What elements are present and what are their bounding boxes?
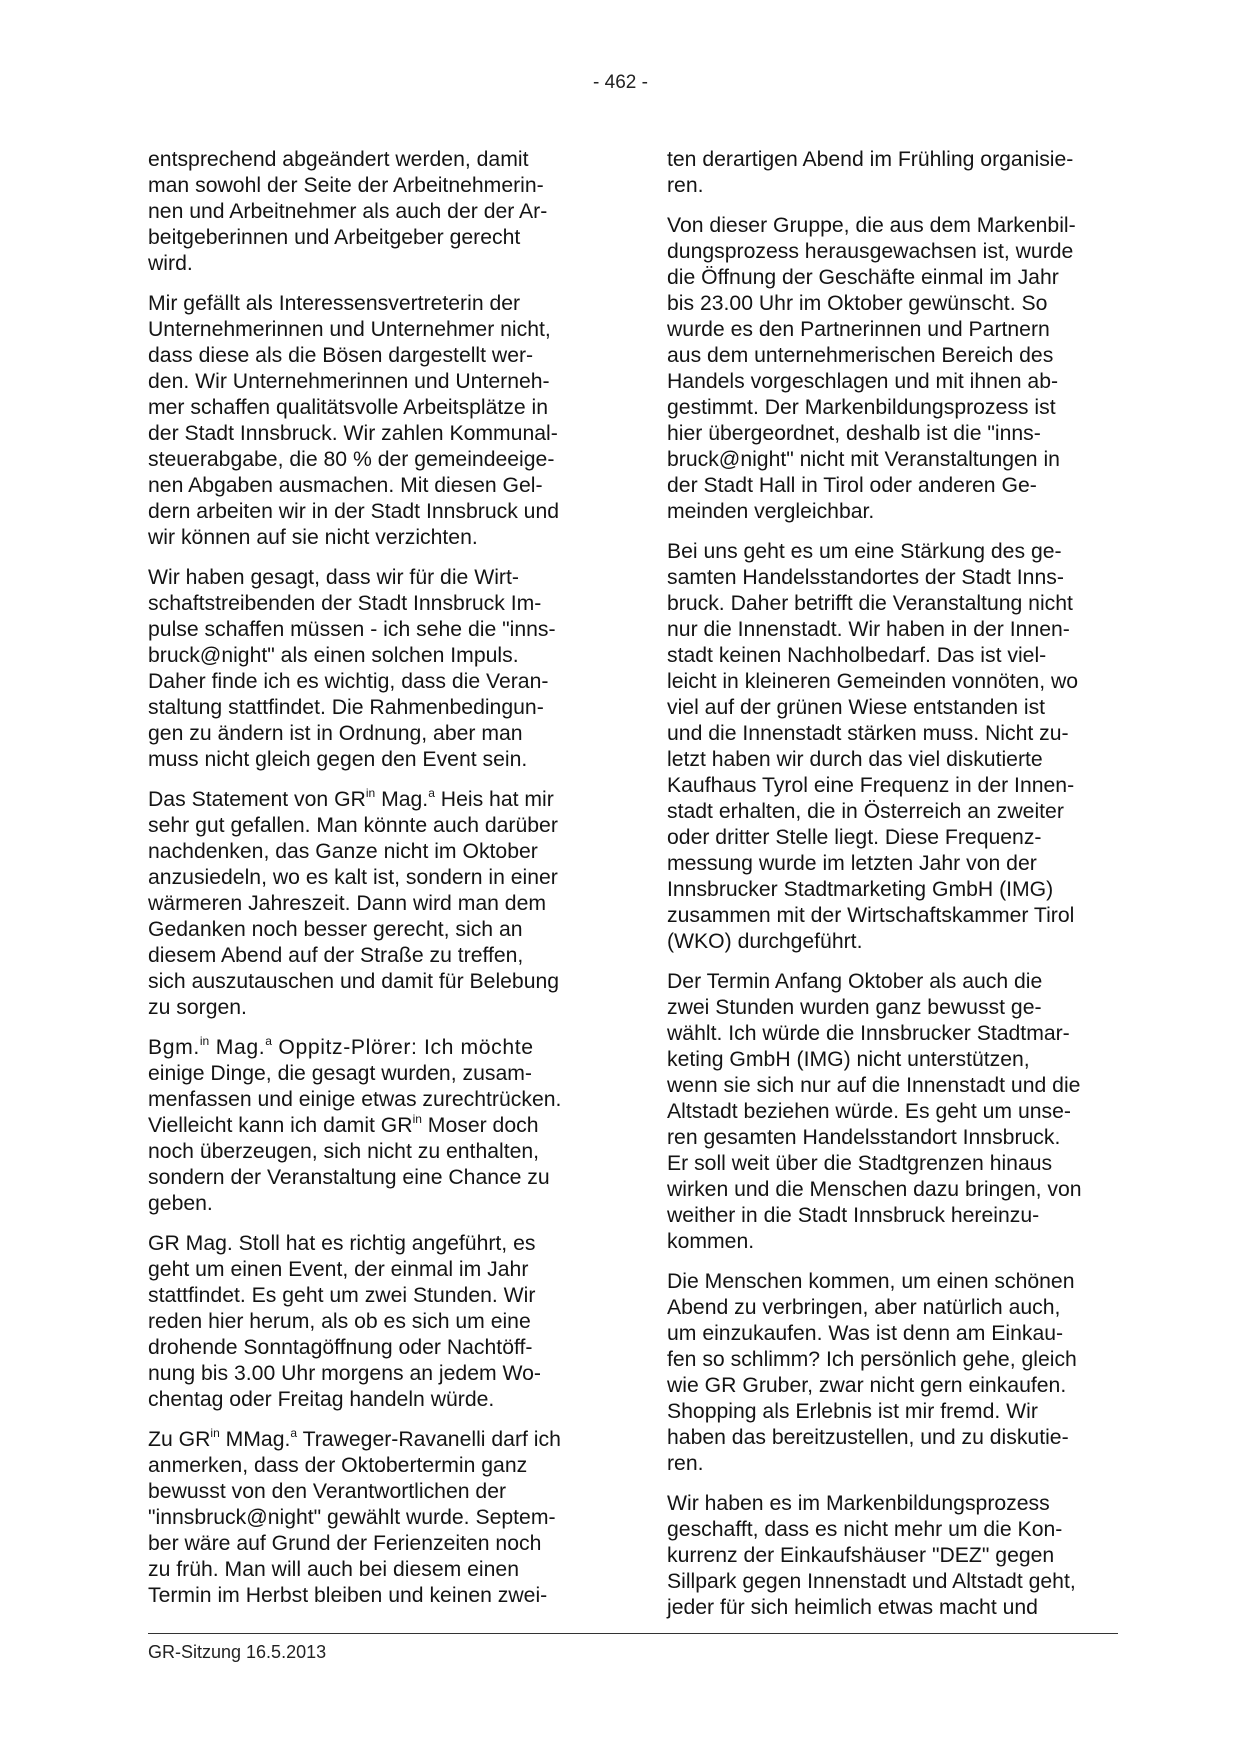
text-line: samten Handelsstandortes der Stadt Inns- [667,566,1064,589]
text-line: wirken und die Menschen dazu bringen, von [667,1178,1082,1201]
text-line: Altstadt beziehen würde. Es geht um unse- [667,1100,1071,1123]
text-line: Bei uns geht es um eine Stärkung des ge- [667,540,1062,563]
speaker-name: Bgm. [148,1036,200,1059]
text-line: Sillpark gegen Innenstadt und Altstadt geht, [667,1570,1076,1593]
text-line: weither in die Stadt Innsbruck hereinzu- [667,1204,1040,1227]
superscript: in [365,786,376,800]
text-line: staltung stattfindet. Die Rahmenbedingun- [148,696,544,719]
paragraph [667,147,1117,199]
text-line: zwei Stunden wurden ganz bewusst ge- [667,996,1042,1019]
text-line: anzusiedeln, wo es kalt ist, sondern in einer [148,866,558,889]
text-line: Shopping als Erlebnis ist mir fremd. Wir [667,1400,1038,1423]
text-line: chentag oder Freitag handeln würde. [148,1388,495,1411]
text-line: fen so schlimm? Ich persönlich gehe, gleich [667,1348,1077,1371]
text-line: zusammen mit der Wirtschaftskammer Tirol [667,904,1075,927]
text-line: reden hier herum, als ob es sich um eine [148,1310,531,1333]
text-line: stadt keinen Nachholbedarf. Das ist viel- [667,644,1047,667]
text-line: oder dritter Stelle liegt. Diese Frequenz- [667,826,1042,849]
text-line: "innsbruck@night" gewählt wurde. Septem- [148,1506,556,1529]
text-line: geht um einen Event, der einmal im Jahr [148,1258,529,1281]
text-line: nachdenken, das Ganze nicht im Oktober [148,840,538,863]
text-line: einige Dinge, die gesagt wurden, zusam- [148,1062,532,1085]
text-line [148,787,598,813]
text-line [148,1113,598,1139]
text-line: pulse schaffen müssen - ich sehe die "inns- [148,618,556,641]
text-line: menfassen und einige etwas zurechtrücken. [148,1088,562,1111]
text-line: dass diese als die Bösen dargestellt wer- [148,344,534,367]
text-line: Unternehmerinnen und Unternehmer nicht, [148,318,551,341]
text-line: um einzukaufen. Was ist denn am Einkau- [667,1322,1064,1345]
superscript: in [210,1426,220,1440]
text-run: Das Statement von GR [148,788,366,811]
text-line: bruck@night" nicht mit Veranstaltungen in [667,448,1060,471]
text-line: man sowohl der Seite der Arbeitnehmerin- [148,174,544,197]
speaker-name: Mag. [209,1036,266,1059]
text-line: Die Menschen kommen, um einen schönen [667,1270,1075,1293]
text-line: zu sorgen. [148,996,247,1019]
text-line: Handels vorgeschlagen und mit ihnen ab- [667,370,1059,393]
text-line: nung bis 3.00 Uhr morgens an jedem Wo- [148,1362,541,1385]
text-line: Gedanken noch besser gerecht, sich an [148,918,523,941]
text-line: und die Innenstadt stärken muss. Nicht zu- [667,722,1069,745]
text-line: wärmeren Jahreszeit. Dann wird man dem [148,892,547,915]
text-line: (WKO) durchgeführt. [667,930,863,953]
text-line: nen und Arbeitnehmer als auch der der Ar- [148,200,548,223]
paragraph [148,291,598,551]
text-run: Mag. [375,788,429,811]
text-line: zu früh. Man will auch bei diesem einen [148,1558,519,1581]
paragraph [148,1231,598,1413]
paragraph [667,539,1117,955]
text-line: den. Wir Unternehmerinnen und Unterneh- [148,370,550,393]
paragraph [148,1427,598,1609]
text-line: ten derartigen Abend im Frühling organisie- [667,148,1074,171]
text-line: steuerabgabe, die 80 % der gemeindeeige- [148,448,555,471]
text-line: hier übergeordnet, deshalb ist die "inns- [667,422,1041,445]
text-line: gestimmt. Der Markenbildungsprozess ist [667,396,1056,419]
text-line: wie GR Gruber, zwar nicht gern einkaufen. [667,1374,1067,1397]
text-line: wählt. Ich würde die Innsbrucker Stadtmar- [667,1022,1070,1045]
text-line: diesem Abend auf der Straße zu treffen, [148,944,524,967]
text-line: stadt erhalten, die in Österreich an zweiter [667,800,1064,823]
text-line: kommen. [667,1230,755,1253]
text-line: noch überzeugen, sich nicht zu enthalten, [148,1140,540,1163]
text-line: Abend zu verbringen, aber natürlich auch, [667,1296,1061,1319]
text-line: ren. [667,1452,704,1475]
text-line: Wir haben gesagt, dass wir für die Wirt- [148,566,519,589]
paragraph [148,565,598,773]
text-line: mer schaffen qualitätsvolle Arbeitsplätze in [148,396,549,419]
text-line: jeder für sich heimlich etwas macht und [667,1596,1038,1619]
paragraph [667,1269,1117,1477]
paragraph [667,213,1117,525]
text-line: die Öffnung der Geschäfte einmal im Jahr [667,266,1059,289]
text-line: wurde es den Partnerinnen und Partnern [667,318,1050,341]
text-line: bewusst von den Verantwortlichen der [148,1480,507,1503]
text-line: drohende Sonntagöffnung oder Nachtöff- [148,1336,533,1359]
text-line: sehr gut gefallen. Man könnte auch darüber [148,814,558,837]
text-line: dungsprozess herausgewachsen ist, wurde [667,240,1074,263]
text-line: ber wäre auf Grund der Ferienzeiten noch [148,1532,542,1555]
text-line: Termin im Herbst bleiben und keinen zwei- [148,1584,548,1607]
paragraph [148,787,598,1021]
text-line: Daher finde ich es wichtig, dass die Veran- [148,670,549,693]
text-line: Kaufhaus Tyrol eine Frequenz in der Innen- [667,774,1075,797]
text-line: messung wurde im letzten Jahr von der [667,852,1037,875]
text-line: wird. [148,252,193,275]
text-line: entsprechend abgeändert werden, damit [148,148,529,171]
text-line: muss nicht gleich gegen den Event sein. [148,748,528,771]
paragraph [667,969,1117,1255]
text-line: geben. [148,1192,213,1215]
page-number: - 462 - [593,72,648,93]
text-line: letzt haben wir durch das viel diskutierte [667,748,1043,771]
text-run: Zu GR [148,1428,211,1451]
text-line: sich auszutauschen und damit für Belebung [148,970,560,993]
text-line: der Stadt Hall in Tirol oder anderen Ge- [667,474,1037,497]
text-line: ren. [667,174,704,197]
text-line: bruck@night" als einen solchen Impuls. [148,644,519,667]
text-line: aus dem unternehmerischen Bereich des [667,344,1054,367]
text-line: beitgeberinnen und Arbeitgeber gerecht [148,226,521,249]
text-run: Vielleicht kann ich damit GR [148,1114,413,1137]
paragraph [667,1491,1117,1621]
text-line: bis 23.00 Uhr im Oktober gewünscht. So [667,292,1048,315]
text-line: ren gesamten Handelsstandort Innsbruck. [667,1126,1061,1149]
text-line: schaftstreibenden der Stadt Innsbruck Im- [148,592,542,615]
text-line: GR Mag. Stoll hat es richtig angeführt, es [148,1232,536,1255]
superscript: a [290,1426,298,1440]
text-line: wir können auf sie nicht verzichten. [148,526,478,549]
text-line: nur die Innenstadt. Wir haben in der Innen- [667,618,1070,641]
text-line: Von dieser Gruppe, die aus dem Markenbil- [667,214,1076,237]
text-line: wenn sie sich nur auf die Innenstadt und die [667,1074,1081,1097]
superscript: a [265,1034,272,1048]
text-line: geschafft, dass es nicht mehr um die Kon- [667,1518,1063,1541]
text-line: der Stadt Innsbruck. Wir zahlen Kommunal- [148,422,558,445]
text-line: Wir haben es im Markenbildungsprozess [667,1492,1050,1515]
text-line: leicht in kleineren Gemeinden vonnöten, wo [667,670,1079,693]
text-line: viel auf der grünen Wiese entstanden ist [667,696,1046,719]
text-line: Mir gefällt als Interessensvertreterin der [148,292,521,315]
text-line: bruck. Daher betrifft die Veranstaltung nicht [667,592,1073,615]
text-line: keting GmbH (IMG) nicht unterstützen, [667,1048,1030,1071]
text-run: Traweger-Ravanelli darf ich [297,1428,561,1451]
superscript: in [412,1112,422,1126]
text-line: stattfindet. Es geht um zwei Stunden. Wir [148,1284,536,1307]
superscript: in [199,1034,210,1048]
text-run: Heis hat mir [434,788,554,811]
text-line: Der Termin Anfang Oktober als auch die [667,970,1043,993]
text-line: sondern der Veranstaltung eine Chance zu [148,1166,550,1189]
text-line: dern arbeiten wir in der Stadt Innsbruck und [148,500,560,523]
speaker-name: Oppitz-Plörer: Ich möchte [271,1036,534,1059]
paragraph [148,147,598,277]
right-column [667,147,1117,1635]
text-line: kurrenz der Einkaufshäuser "DEZ" gegen [667,1544,1055,1567]
text-line: Innsbrucker Stadtmarketing GmbH (IMG) [667,878,1054,901]
text-line: nen Abgaben ausmachen. Mit diesen Gel- [148,474,543,497]
footer-divider [148,1633,1118,1634]
text-line: haben das bereitzustellen, und zu diskutie- [667,1426,1069,1449]
text-line [148,1035,598,1061]
text-line: Er soll weit über die Stadtgrenzen hinaus [667,1152,1053,1175]
text-run: MMag. [219,1428,291,1451]
footer-session-date: GR-Sitzung 16.5.2013 [148,1642,327,1662]
left-column [148,147,598,1623]
paragraph [148,1035,598,1217]
text-line: meinden vergleichbar. [667,500,875,523]
text-line: gen zu ändern ist in Ordnung, aber man [148,722,523,745]
text-line [148,1427,598,1453]
text-run: Moser doch [421,1114,539,1137]
superscript: a [428,786,435,800]
text-line: anmerken, dass der Oktobertermin ganz [148,1454,528,1477]
